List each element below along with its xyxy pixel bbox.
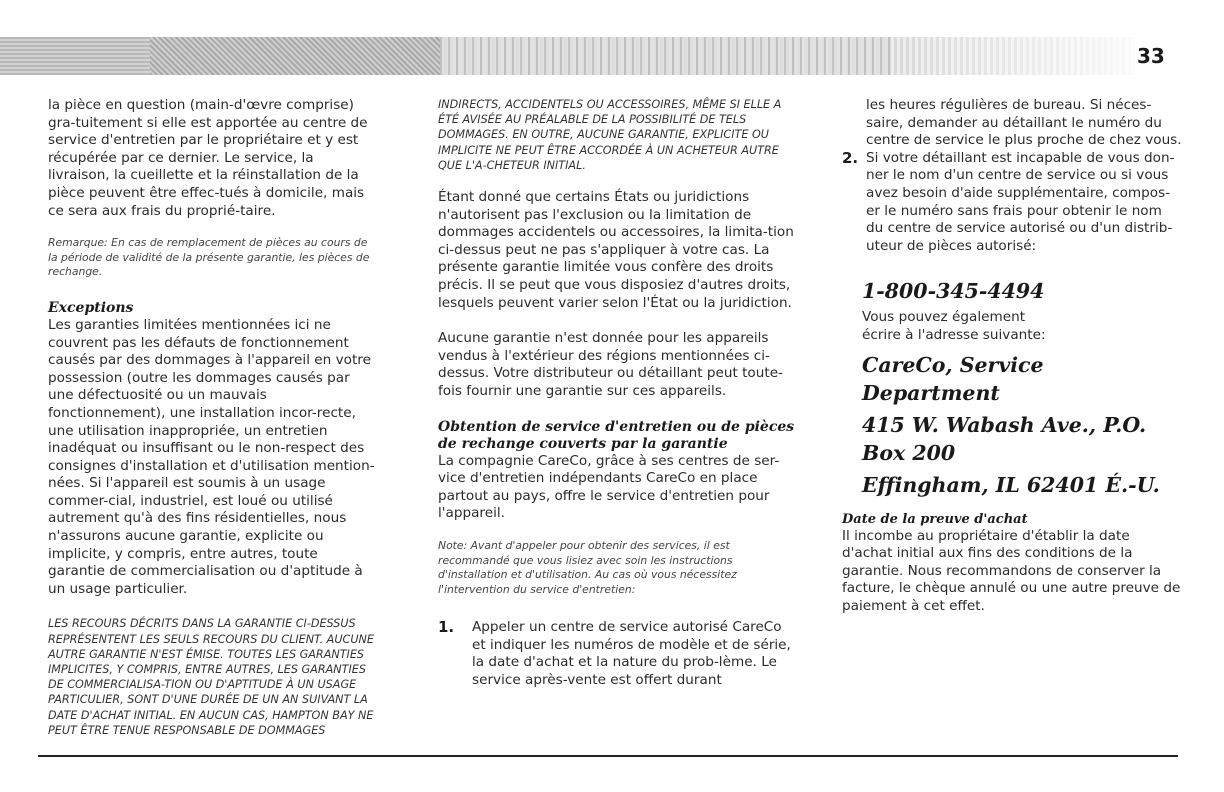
page-number: 33 — [1137, 44, 1165, 68]
warranty-caps-text: LES RECOURS DÉCRITS DANS LA GARANTIE CI-DESSUS REPRÉSENTENT LES SEULS RECOURS DU CLIENT. AUCUNE AUTRE GARANTIE N'EST ÉMISE. TOUTES LES GARANTIES IMPLICITES, Y COMPRIS, ENTRE AUTRES, LES GARANTIES DE COMMERCIALISA-TION OU D'APTITUDE À UN USAGE PARTICULIER, SONT D'UNE DURÉE DE UN AN SUIVANT LA DATE D'ACHAT INITIAL. EN AUCUN CAS, HAMPTON BAY NE PEUT ÊTRE TENUE RESPONSABLE DE DOMMAGES — [48, 617, 374, 737]
note-before-calling: Note: Avant d'appeler pour obtenir des services, il est recommandé que vous lisiez avec soin les instructions d'installation et d'utilisation. Au cas où vous nécessitez l'intervention du service d'entretien: — [438, 538, 737, 596]
remark-note: Remarque: En cas de remplacement de pièces au cours de la période de validité de la présente garantie, les pièces de rechange. — [48, 236, 370, 279]
header-pattern-2 — [150, 37, 440, 75]
column-middle — [438, 97, 798, 690]
service-heading-line2: de rechange couverts par la garantie — [438, 435, 728, 452]
address-line-1: CareCo, Service Department — [862, 352, 1044, 405]
exceptions-text: Les garanties limitées mentionnées ici ne couvrent pas les défauts de fonctionnement causés par des dommages à l'appareil en votre possession (outre les dommages causés par une défectuosité ou un mauvais fonctionnement), une installation incor-recte, une utilisation inappropriée, un entretien inadéquat ou insuffisant ou le non-respect des consignes d'installation et d'utilisation mention-nées. Si l'appareil est soumis à un usage commer-cial, industriel, est loué ou utilisé autrement qu'à des fins résidentielles, nous n'assurons aucune garantie, explicite ou implicite, y compris, entre autres, toute garantie de commercialisation ou d'aptitude à un usage particulier. — [48, 316, 375, 597]
address-line-3: Effingham, IL 62401 É.-U. — [862, 472, 1160, 497]
write-line-1: Vous pouvez également — [862, 309, 1026, 326]
paragraph-office-hours: les heures régulières de bureau. Si néces-saire, demander au détaillant le numéro du centre de service le plus proche de chez vous. — [866, 97, 1182, 149]
proof-of-purchase-text: Il incombe au propriétaire d'établir la date d'achat initial aux fins des conditions de la garantie. Nous recommandons de conserver la facture, le chèque annulé ou une autre preuve de paiement à cet effet. — [842, 527, 1181, 614]
list-item-1-text: Appeler un centre de service autorisé CareCo et indiquer les numéros de modèle et de série, la date d'achat et la nature du prob-lème. Le service après-vente est offert durant — [472, 619, 791, 689]
proof-of-purchase-heading: Date de la preuve d'achat — [842, 511, 1028, 527]
bottom-rule — [38, 755, 1178, 757]
list-item-1 — [438, 619, 798, 689]
column-right — [842, 97, 1182, 616]
list-number-2: 2. — [842, 148, 859, 167]
paragraph-parts-labor: la pièce en question (main-d'œvre comprise) gra-tuitement si elle est apportée au centre de service d'entretien par le propriétaire et y est récupérée par ce dernier. Le service, la livraison, la cueillette et la réinstallation de la pièce peuvent être effec-tués à domicile, mais ce sera aux frais du proprié-taire. — [48, 97, 368, 219]
paragraph-careco-service: La compagnie CareCo, grâce à ses centres de ser-vice d'entretien indépendants CareCo en place partout au pays, offre le service d'entretien pour l'appareil. — [438, 452, 780, 522]
list-item-2 — [842, 150, 1182, 256]
address-line-2: 415 W. Wabash Ave., P.O. Box 200 — [862, 412, 1147, 465]
service-heading-line1: Obtention de service d'entretien ou de pièces — [438, 418, 795, 435]
column-left — [48, 97, 378, 738]
header-pattern-3 — [440, 37, 890, 75]
write-line-2: écrire à l'adresse suivante: — [862, 326, 1046, 343]
list-number-1: 1. — [438, 618, 455, 637]
warranty-caps-continued: INDIRECTS, ACCIDENTELS OU ACCESSOIRES, MÊME SI ELLE A ÉTÉ AVISÉE AU PRÉALABLE DE LA POSSIBILITÉ DE TELS DOMMAGES. EN OUTRE, AUCUNE GARANTIE, EXPLICITE OU IMPLICITE NE PEUT ÊTRE ACCORDÉE À UN ACHETEUR AUTRE QUE L'A-CHETEUR INITIAL. — [438, 98, 782, 172]
header-band — [0, 37, 1135, 75]
phone-number: 1-800-345-4494 — [862, 279, 1045, 304]
paragraph-outside-regions: Aucune garantie n'est donnée pour les appareils vendus à l'extérieur des régions mentionnées ci-dessus. Votre distributeur ou détaillant peut toute-fois fournir une garantie sur ces appareils. — [438, 330, 783, 399]
list-item-2-text: Si votre détaillant est incapable de vous don-ner le nom d'un centre de service ou si vous avez besoin d'aide supplémentaire, compos-er le numéro sans frais pour obtenir le nom du centre de service autorisé ou d'un distrib-uteur de pièces autorisé: — [866, 149, 1175, 254]
header-pattern-1 — [0, 37, 150, 75]
paragraph-jurisdictions: Étant donné que certains États ou juridictions n'autorisent pas l'exclusion ou la limitation de dommages accidentels ou accessoires, la limita-tion ci-dessus peut ne pas s'appliquer à votre cas. La présente garantie limitée vous confère des droits précis. Il se peut que vous disposiez d'autres droits, lesquels peuvent varier selon l'État ou la juridiction. — [438, 189, 794, 311]
exceptions-heading: Exceptions — [48, 299, 134, 316]
